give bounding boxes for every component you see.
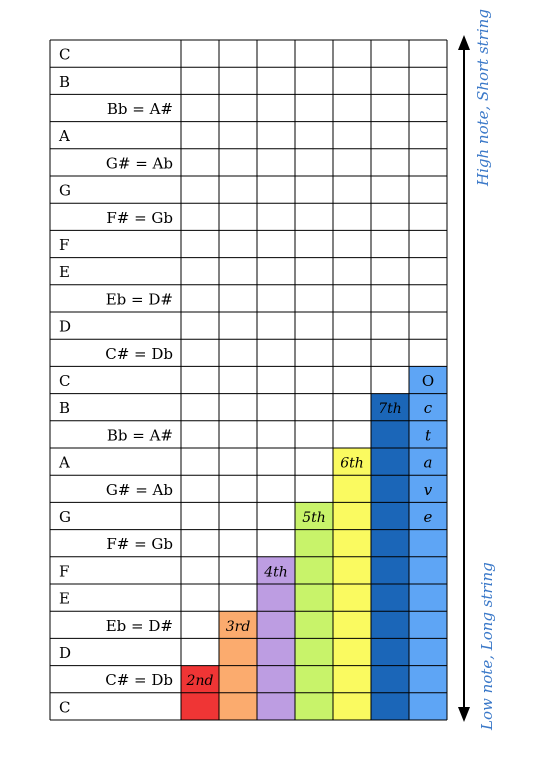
interval-bar-octave [409,366,447,720]
note-label: E [59,263,70,282]
note-label: C [59,372,71,390]
interval-label: 2nd [186,673,214,690]
note-label: C [59,45,71,64]
octave-letter: a [423,453,433,472]
note-label: E [59,589,70,608]
note-label: C [59,698,71,717]
note-label: F# = Gb [106,535,173,554]
note-label: A [59,453,70,472]
note-label: F [59,236,70,254]
note-label: F [59,562,70,581]
interval-label: 7th [378,401,402,418]
octave-letter: c [423,399,433,418]
octave-letter: v [423,480,433,499]
note-label: D [59,317,72,336]
note-label: A [59,127,70,146]
note-label: G# = Ab [105,480,173,499]
arrow-head-down [458,707,470,722]
low-note-label: Low note, Long string [478,562,496,730]
octave-letter: e [423,508,433,526]
note-label: G# = Ab [105,154,173,173]
interval-label: 6th [340,455,364,472]
note-label: F# = Gb [106,208,173,227]
interval-label: 5th [302,510,326,526]
note-label: G [59,508,71,526]
note-label: C# = Db [105,671,173,690]
note-label: Bb = A# [106,426,173,445]
octave-letter: O [421,372,435,390]
note-label: Eb = D# [105,290,173,309]
high-note-label: High note, Short string [474,9,492,186]
note-label: C# = Db [105,344,173,363]
note-label: D [59,644,72,662]
interval-label: 3rd [225,618,251,635]
note-label: Bb = A# [106,100,173,118]
interval-label: 4th [264,564,288,581]
arrow-head-up [458,35,470,50]
note-label: B [59,72,71,91]
note-label: G [59,181,71,200]
note-label: Eb = D# [105,616,173,635]
octave-letter: t [424,426,432,445]
note-label: B [59,399,71,418]
